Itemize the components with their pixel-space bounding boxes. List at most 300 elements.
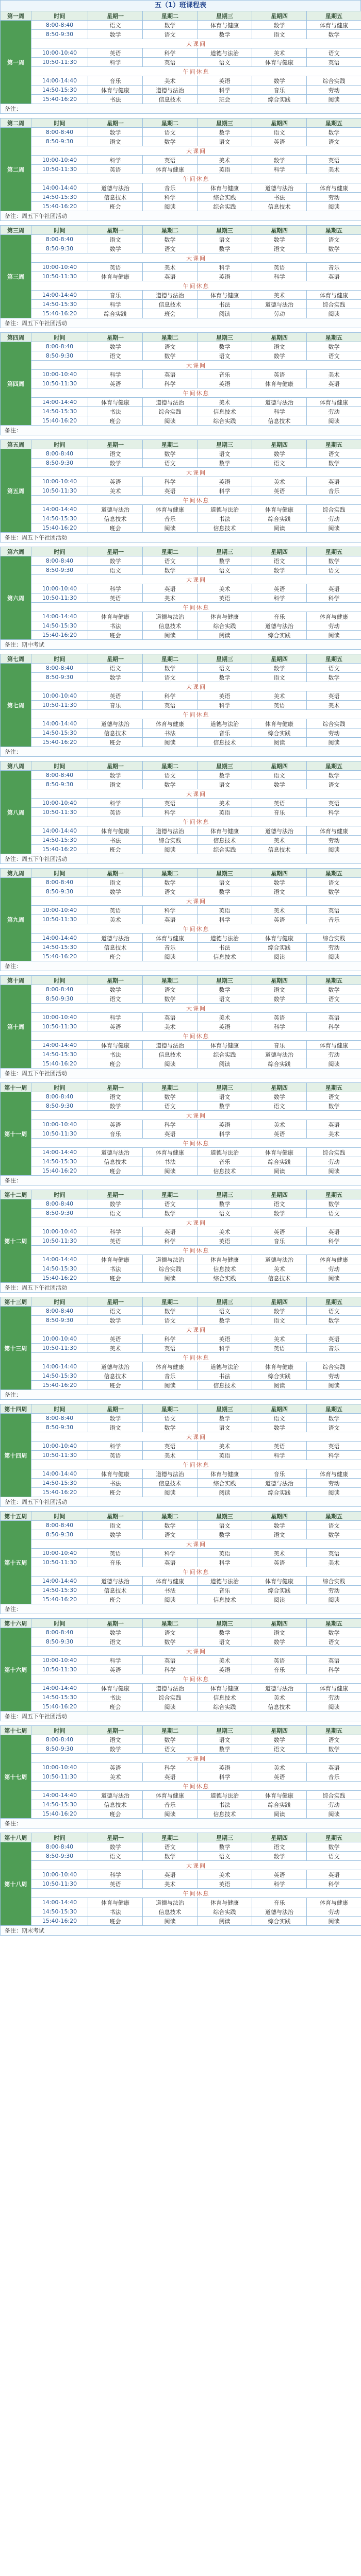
time-header: 时间 xyxy=(31,869,88,878)
subject-cell: 科学 xyxy=(307,1236,361,1246)
period-time: 10:00-10:40 xyxy=(31,906,88,915)
day-header: 星期三 xyxy=(198,1833,252,1842)
subject-cell: 道德与法治 xyxy=(252,1684,307,1693)
subject-cell: 数学 xyxy=(198,1530,252,1539)
period-row xyxy=(1,300,361,309)
period-time: 14:50-15:30 xyxy=(31,407,88,416)
subject-cell: 班会 xyxy=(88,1595,143,1604)
subject-cell: 数学 xyxy=(252,449,307,459)
period-row xyxy=(1,621,361,631)
subject-cell: 音乐 xyxy=(88,291,143,300)
subject-cell: 美术 xyxy=(307,1129,361,1139)
period-row xyxy=(1,48,361,58)
subject-cell: 语文 xyxy=(88,449,143,459)
subject-cell: 科学 xyxy=(252,1451,307,1460)
subject-cell: 书法 xyxy=(88,1264,143,1274)
time-header: 时间 xyxy=(31,118,88,128)
subject-cell: 数学 xyxy=(252,780,307,789)
subject-cell: 语文 xyxy=(307,1735,361,1744)
subject-cell: 音乐 xyxy=(307,263,361,272)
period-row xyxy=(1,1870,361,1879)
break-row xyxy=(1,1031,361,1041)
period-time: 14:50-15:30 xyxy=(31,1371,88,1381)
subject-cell: 道德与法治 xyxy=(198,1362,252,1371)
subject-cell: 英语 xyxy=(198,906,252,915)
subject-cell: 阅读 xyxy=(307,309,361,318)
period-time: 10:00-10:40 xyxy=(31,1442,88,1451)
subject-cell: 英语 xyxy=(143,156,198,165)
subject-cell: 道德与法治 xyxy=(88,1577,143,1586)
period-time: 10:00-10:40 xyxy=(31,1013,88,1022)
week-cell: 第四周 xyxy=(1,342,31,426)
subject-cell: 科学 xyxy=(307,1022,361,1031)
period-row xyxy=(1,165,361,174)
period-time: 10:00-10:40 xyxy=(31,1120,88,1129)
period-row xyxy=(1,1665,361,1674)
schedule-table xyxy=(0,1297,361,1400)
day-header: 星期四 xyxy=(252,440,307,449)
subject-cell: 数学 xyxy=(88,1316,143,1325)
week-spacer xyxy=(0,328,361,332)
subject-cell: 美术 xyxy=(252,1693,307,1702)
period-row xyxy=(1,845,361,854)
subject-cell: 信息技术 xyxy=(198,836,252,845)
subject-cell: 阅读 xyxy=(143,845,198,854)
subject-cell: 体育与健康 xyxy=(88,398,143,407)
subject-cell: 语文 xyxy=(252,459,307,468)
period-row xyxy=(1,1479,361,1488)
note-row xyxy=(1,640,361,650)
period-time: 10:00-10:40 xyxy=(31,1334,88,1344)
break-label: 大课间 xyxy=(31,682,361,691)
subject-cell: 数学 xyxy=(307,887,361,896)
subject-cell: 数学 xyxy=(252,156,307,165)
subject-cell: 英语 xyxy=(252,701,307,710)
week-schedule xyxy=(0,225,361,328)
period-row xyxy=(1,272,361,281)
week-note: 备注：周五下午社团活动 xyxy=(1,854,361,864)
subject-cell: 阅读 xyxy=(143,202,198,211)
subject-cell: 体育与健康 xyxy=(143,1577,198,1586)
break-row xyxy=(1,1647,361,1656)
week-label: 第十七周 xyxy=(1,1726,31,1735)
period-row xyxy=(1,566,361,575)
period-time: 15:40-16:20 xyxy=(31,1381,88,1390)
subject-cell: 道德与法治 xyxy=(88,505,143,514)
period-time: 14:00-14:40 xyxy=(31,1148,88,1157)
subject-cell: 班会 xyxy=(88,1274,143,1283)
day-header: 星期一 xyxy=(88,976,143,985)
subject-cell: 综合实践 xyxy=(307,719,361,728)
break-label: 大课间 xyxy=(31,39,361,48)
period-time: 15:40-16:20 xyxy=(31,845,88,854)
subject-cell: 信息技术 xyxy=(198,523,252,533)
day-header: 星期一 xyxy=(88,1833,143,1842)
subject-cell: 语文 xyxy=(198,1852,252,1861)
break-row xyxy=(1,1004,361,1013)
day-header: 星期二 xyxy=(143,1726,198,1735)
subject-cell: 英语 xyxy=(198,1665,252,1674)
period-row xyxy=(1,1558,361,1567)
day-header: 星期五 xyxy=(307,1404,361,1414)
period-row xyxy=(1,1488,361,1497)
subject-cell: 科学 xyxy=(143,477,198,486)
day-header: 星期一 xyxy=(88,654,143,664)
subject-cell: 科学 xyxy=(198,1129,252,1139)
week-note: 备注： xyxy=(1,1176,361,1185)
subject-cell: 科学 xyxy=(88,156,143,165)
subject-cell: 体育与健康 xyxy=(198,826,252,836)
subject-cell: 体育与健康 xyxy=(252,505,307,514)
subject-cell: 数学 xyxy=(88,887,143,896)
day-header: 星期三 xyxy=(198,1619,252,1628)
subject-cell: 体育与健康 xyxy=(143,719,198,728)
subject-cell: 书法 xyxy=(143,1586,198,1595)
period-row xyxy=(1,952,361,961)
break-label: 大课间 xyxy=(31,146,361,156)
subject-cell: 音乐 xyxy=(143,514,198,523)
subject-cell: 语文 xyxy=(143,1199,198,1209)
week-note: 备注： xyxy=(1,961,361,971)
subject-cell: 美术 xyxy=(252,836,307,845)
subject-cell: 数学 xyxy=(88,673,143,682)
subject-cell: 数学 xyxy=(143,351,198,361)
period-row xyxy=(1,1763,361,1772)
period-time: 8:00-8:40 xyxy=(31,664,88,673)
break-label: 午间休息 xyxy=(31,924,361,934)
subject-cell: 数学 xyxy=(198,128,252,137)
subject-cell: 英语 xyxy=(143,915,198,924)
subject-cell: 书法 xyxy=(198,514,252,523)
week-note: 备注： xyxy=(1,104,361,114)
subject-cell: 英语 xyxy=(307,58,361,67)
subject-cell: 信息技术 xyxy=(88,1800,143,1809)
period-time: 14:00-14:40 xyxy=(31,398,88,407)
subject-cell: 科学 xyxy=(88,300,143,309)
subject-cell: 语文 xyxy=(252,771,307,780)
subject-cell: 语文 xyxy=(88,1735,143,1744)
subject-cell: 阅读 xyxy=(307,523,361,533)
subject-cell: 科学 xyxy=(252,1022,307,1031)
day-header: 星期二 xyxy=(143,333,198,342)
subject-cell: 数学 xyxy=(88,1628,143,1637)
subject-cell: 数学 xyxy=(143,566,198,575)
subject-cell: 劳动 xyxy=(307,86,361,95)
subject-cell: 科学 xyxy=(143,379,198,388)
subject-cell: 综合实践 xyxy=(198,193,252,202)
subject-cell: 道德与法治 xyxy=(143,826,198,836)
subject-cell: 阅读 xyxy=(307,1809,361,1819)
week-label: 第十周 xyxy=(1,976,31,985)
break-label: 大课间 xyxy=(31,1432,361,1442)
day-header: 星期一 xyxy=(88,761,143,771)
subject-cell: 道德与法治 xyxy=(198,1577,252,1586)
day-header: 星期二 xyxy=(143,1083,198,1092)
subject-cell: 数学 xyxy=(143,780,198,789)
period-time: 14:00-14:40 xyxy=(31,934,88,943)
subject-cell: 体育与健康 xyxy=(198,1898,252,1907)
subject-cell: 语文 xyxy=(198,1735,252,1744)
period-row xyxy=(1,1022,361,1031)
period-row xyxy=(1,459,361,468)
subject-cell: 科学 xyxy=(88,1656,143,1665)
subject-cell: 科学 xyxy=(252,165,307,174)
subject-cell: 英语 xyxy=(143,58,198,67)
period-time: 10:50-11:30 xyxy=(31,915,88,924)
period-row xyxy=(1,1316,361,1325)
period-row xyxy=(1,836,361,845)
subject-cell: 英语 xyxy=(252,370,307,379)
subject-cell: 数学 xyxy=(252,1307,307,1316)
subject-cell: 数学 xyxy=(88,1199,143,1209)
period-time: 14:00-14:40 xyxy=(31,1362,88,1371)
period-row xyxy=(1,244,361,253)
period-row xyxy=(1,1451,361,1460)
period-time: 10:00-10:40 xyxy=(31,1549,88,1558)
period-row xyxy=(1,1157,361,1166)
subject-cell: 数学 xyxy=(198,1628,252,1637)
period-row xyxy=(1,1344,361,1353)
subject-cell: 语文 xyxy=(143,342,198,351)
note-row xyxy=(1,211,361,221)
subject-cell: 劳动 xyxy=(307,1264,361,1274)
subject-cell: 美术 xyxy=(143,263,198,272)
subject-cell: 阅读 xyxy=(307,1059,361,1069)
period-time: 10:50-11:30 xyxy=(31,1344,88,1353)
period-row xyxy=(1,351,361,361)
period-time: 10:50-11:30 xyxy=(31,272,88,281)
week-schedule xyxy=(0,1511,361,1614)
subject-cell: 美术 xyxy=(252,1264,307,1274)
day-header: 星期五 xyxy=(307,333,361,342)
period-time: 15:40-16:20 xyxy=(31,416,88,426)
period-time: 15:40-16:20 xyxy=(31,1488,88,1497)
break-row xyxy=(1,1111,361,1120)
subject-cell: 数学 xyxy=(307,1316,361,1325)
day-header: 星期三 xyxy=(198,118,252,128)
day-header: 星期四 xyxy=(252,1083,307,1092)
subject-cell: 道德与法治 xyxy=(198,1791,252,1800)
schedule-table xyxy=(0,439,361,543)
subject-cell: 音乐 xyxy=(143,1800,198,1809)
subject-cell: 美术 xyxy=(252,691,307,701)
subject-cell: 劳动 xyxy=(307,728,361,738)
note-row xyxy=(1,104,361,114)
break-row xyxy=(1,710,361,719)
subject-cell: 数学 xyxy=(143,1637,198,1647)
schedule-table xyxy=(0,1725,361,1828)
subject-cell: 阅读 xyxy=(198,631,252,640)
subject-cell: 综合实践 xyxy=(252,631,307,640)
subject-cell: 数学 xyxy=(143,1521,198,1530)
header-row xyxy=(1,440,361,449)
subject-cell: 道德与法治 xyxy=(198,934,252,943)
period-time: 8:50-9:30 xyxy=(31,30,88,39)
subject-cell: 英语 xyxy=(252,1870,307,1879)
day-header: 星期四 xyxy=(252,869,307,878)
subject-cell: 信息技术 xyxy=(143,1479,198,1488)
subject-cell: 道德与法治 xyxy=(252,1255,307,1264)
period-row xyxy=(1,1800,361,1809)
subject-cell: 体育与健康 xyxy=(252,719,307,728)
break-row xyxy=(1,1889,361,1898)
subject-cell: 信息技术 xyxy=(252,845,307,854)
period-time: 14:00-14:40 xyxy=(31,76,88,86)
day-header: 星期三 xyxy=(198,1190,252,1199)
schedule-table xyxy=(0,1082,361,1185)
subject-cell: 书法 xyxy=(88,1050,143,1059)
week-cell: 第八周 xyxy=(1,771,31,854)
subject-cell: 阅读 xyxy=(307,631,361,640)
subject-cell: 综合实践 xyxy=(198,1702,252,1711)
subject-cell: 体育与健康 xyxy=(88,826,143,836)
period-row xyxy=(1,1050,361,1059)
subject-cell: 劳动 xyxy=(307,1157,361,1166)
subject-cell: 英语 xyxy=(88,906,143,915)
period-time: 8:50-9:30 xyxy=(31,1316,88,1325)
subject-cell: 语文 xyxy=(252,128,307,137)
period-time: 10:50-11:30 xyxy=(31,1558,88,1567)
subject-cell: 语文 xyxy=(88,664,143,673)
subject-cell: 英语 xyxy=(307,1013,361,1022)
period-time: 15:40-16:20 xyxy=(31,738,88,747)
period-row xyxy=(1,263,361,272)
day-header: 星期四 xyxy=(252,654,307,664)
subject-cell: 阅读 xyxy=(307,1166,361,1176)
period-time: 14:50-15:30 xyxy=(31,728,88,738)
subject-cell: 英语 xyxy=(252,1772,307,1782)
period-time: 10:50-11:30 xyxy=(31,165,88,174)
subject-cell: 综合实践 xyxy=(307,505,361,514)
subject-cell: 语文 xyxy=(143,673,198,682)
break-row xyxy=(1,1539,361,1549)
subject-cell: 体育与健康 xyxy=(88,1255,143,1264)
period-time: 10:50-11:30 xyxy=(31,1772,88,1782)
subject-cell: 科学 xyxy=(198,86,252,95)
subject-cell: 班会 xyxy=(88,1381,143,1390)
subject-cell: 音乐 xyxy=(198,728,252,738)
period-time: 10:50-11:30 xyxy=(31,1879,88,1889)
note-row xyxy=(1,1069,361,1078)
period-row xyxy=(1,514,361,523)
subject-cell: 语文 xyxy=(307,566,361,575)
subject-cell: 体育与健康 xyxy=(198,1684,252,1693)
subject-cell: 阅读 xyxy=(307,845,361,854)
subject-cell: 体育与健康 xyxy=(252,1362,307,1371)
subject-cell: 综合实践 xyxy=(143,836,198,845)
period-time: 15:40-16:20 xyxy=(31,1917,88,1926)
subject-cell: 道德与法治 xyxy=(88,1148,143,1157)
week-note: 备注：期末考试 xyxy=(1,1926,361,1936)
subject-cell: 综合实践 xyxy=(198,1050,252,1059)
period-time: 10:50-11:30 xyxy=(31,1236,88,1246)
week-cell: 第十二周 xyxy=(1,1199,31,1283)
subject-cell: 语文 xyxy=(143,985,198,994)
period-time: 14:50-15:30 xyxy=(31,1157,88,1166)
subject-cell: 语文 xyxy=(198,1521,252,1530)
subject-cell: 书法 xyxy=(88,621,143,631)
subject-cell: 数学 xyxy=(252,1092,307,1101)
subject-cell: 数学 xyxy=(198,1199,252,1209)
period-row xyxy=(1,95,361,104)
subject-cell: 英语 xyxy=(307,1656,361,1665)
subject-cell: 科学 xyxy=(198,915,252,924)
period-row xyxy=(1,631,361,640)
period-row xyxy=(1,1907,361,1917)
schedule-table xyxy=(0,118,361,221)
period-row xyxy=(1,1521,361,1530)
subject-cell: 数学 xyxy=(88,128,143,137)
period-row xyxy=(1,86,361,95)
break-row xyxy=(1,468,361,477)
subject-cell: 信息技术 xyxy=(198,1381,252,1390)
subject-cell: 体育与健康 xyxy=(198,291,252,300)
schedule-table xyxy=(0,1190,361,1293)
period-row xyxy=(1,738,361,747)
week-schedule xyxy=(0,118,361,221)
week-note: 备注： xyxy=(1,747,361,757)
subject-cell: 班会 xyxy=(88,738,143,747)
subject-cell: 综合实践 xyxy=(307,1791,361,1800)
subject-cell: 科学 xyxy=(88,1442,143,1451)
period-row xyxy=(1,1879,361,1889)
period-row xyxy=(1,1414,361,1423)
subject-cell: 音乐 xyxy=(252,612,307,621)
subject-cell: 数学 xyxy=(88,459,143,468)
subject-cell: 综合实践 xyxy=(252,514,307,523)
schedule-table xyxy=(0,1404,361,1507)
subject-cell: 书法 xyxy=(88,95,143,104)
time-header: 时间 xyxy=(31,1083,88,1092)
subject-cell: 阅读 xyxy=(143,738,198,747)
period-time: 10:00-10:40 xyxy=(31,1656,88,1665)
note-row xyxy=(1,1176,361,1185)
subject-cell: 数学 xyxy=(198,244,252,253)
week-spacer xyxy=(0,971,361,975)
subject-cell: 体育与健康 xyxy=(307,1255,361,1264)
break-row xyxy=(1,1861,361,1870)
subject-cell: 语文 xyxy=(143,1316,198,1325)
period-row xyxy=(1,137,361,146)
subject-cell: 语文 xyxy=(252,342,307,351)
subject-cell: 数学 xyxy=(143,1209,198,1218)
period-row xyxy=(1,1264,361,1274)
subject-cell: 音乐 xyxy=(252,1665,307,1674)
subject-cell: 语文 xyxy=(307,1307,361,1316)
subject-cell: 英语 xyxy=(198,594,252,603)
week-cell: 第五周 xyxy=(1,449,31,533)
day-header: 星期一 xyxy=(88,333,143,342)
week-spacer xyxy=(0,864,361,868)
break-row xyxy=(1,1460,361,1469)
day-header: 星期一 xyxy=(88,1726,143,1735)
subject-cell: 音乐 xyxy=(143,943,198,952)
subject-cell: 体育与健康 xyxy=(198,21,252,30)
subject-cell: 数学 xyxy=(143,137,198,146)
subject-cell: 体育与健康 xyxy=(198,1041,252,1050)
period-time: 8:50-9:30 xyxy=(31,994,88,1004)
subject-cell: 英语 xyxy=(252,1129,307,1139)
period-time: 10:50-11:30 xyxy=(31,1451,88,1460)
header-row xyxy=(1,118,361,128)
subject-cell: 数学 xyxy=(198,887,252,896)
subject-cell: 劳动 xyxy=(307,1907,361,1917)
period-row xyxy=(1,556,361,566)
subject-cell: 语文 xyxy=(252,1530,307,1539)
subject-cell: 综合实践 xyxy=(307,300,361,309)
week-schedule xyxy=(0,1833,361,1936)
subject-cell: 综合实践 xyxy=(307,1148,361,1157)
